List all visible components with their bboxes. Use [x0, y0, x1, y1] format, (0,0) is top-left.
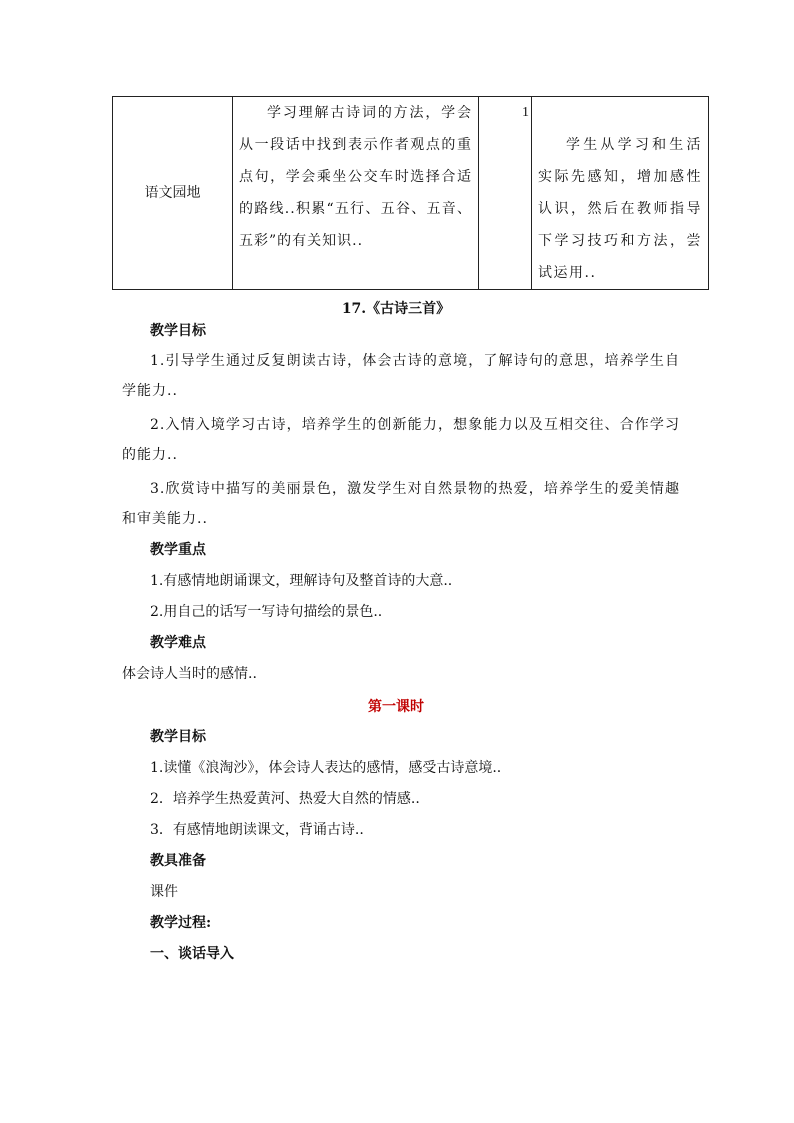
goal-item-3: 3.欣赏诗中描写的美丽景色，激发学生对自然景物的热爱，培养学生的爱美情趣和审美能力.. — [122, 481, 680, 527]
process-step-1: 一、谈话导入 — [150, 946, 234, 962]
lesson-plan-table — [112, 96, 709, 290]
tools-heading: 教具准备 — [150, 853, 206, 869]
period-goal-1: 1.读懂《浪淘沙》，体会诗人表达的感情，感受古诗意境.. — [150, 760, 502, 776]
table-cell-name: 语文园地 — [113, 97, 233, 290]
table-cell-content — [233, 97, 479, 290]
table-cell-hours: 1 — [479, 97, 532, 290]
period-goal-3: 3．有感情地朗读课文，背诵古诗.. — [150, 822, 364, 838]
process-heading: 教学过程: — [150, 915, 212, 931]
key-points-heading: 教学重点 — [150, 542, 206, 558]
table-cell-method — [532, 97, 709, 290]
table-cell-method-text: 学生从学习和生活实际先感知，增加感性认识，然后在教师指导下学习技巧和方法，尝试运用.. — [538, 137, 702, 281]
period-title: 第一课时 — [368, 699, 424, 715]
period-goal-2: 2．培养学生热爱黄河、热爱大自然的情感.. — [150, 791, 420, 807]
key-point-1: 1.有感情地朗诵课文，理解诗句及整首诗的大意.. — [150, 573, 453, 589]
period-goals-heading: 教学目标 — [150, 729, 206, 745]
lesson-title: 17.《古诗三首》 — [341, 301, 451, 317]
goals-heading: 教学目标 — [150, 323, 206, 339]
difficulty-heading: 教学难点 — [150, 635, 206, 651]
key-point-2: 2.用自己的话写一写诗句描绘的景色.. — [150, 604, 383, 620]
goal-item-1: 1.引导学生通过反复朗读古诗，体会古诗的意境，了解诗句的意思，培养学生自学能力.. — [122, 353, 680, 399]
tools-item: 课件 — [150, 884, 178, 900]
goal-item-2: 2.入情入境学习古诗，培养学生的创新能力，想象能力以及互相交往、合作学习的能力.. — [122, 417, 680, 463]
difficulty-item: 体会诗人当时的感情.. — [122, 666, 257, 682]
table-cell-content-text: 学习理解古诗词的方法，学会从一段话中找到表示作者观点的重点句，学会乘坐公交车时选择合适的路线..积累“五行、五谷、五音、五彩”的有关知识.. — [239, 105, 472, 249]
table-row — [113, 97, 709, 290]
